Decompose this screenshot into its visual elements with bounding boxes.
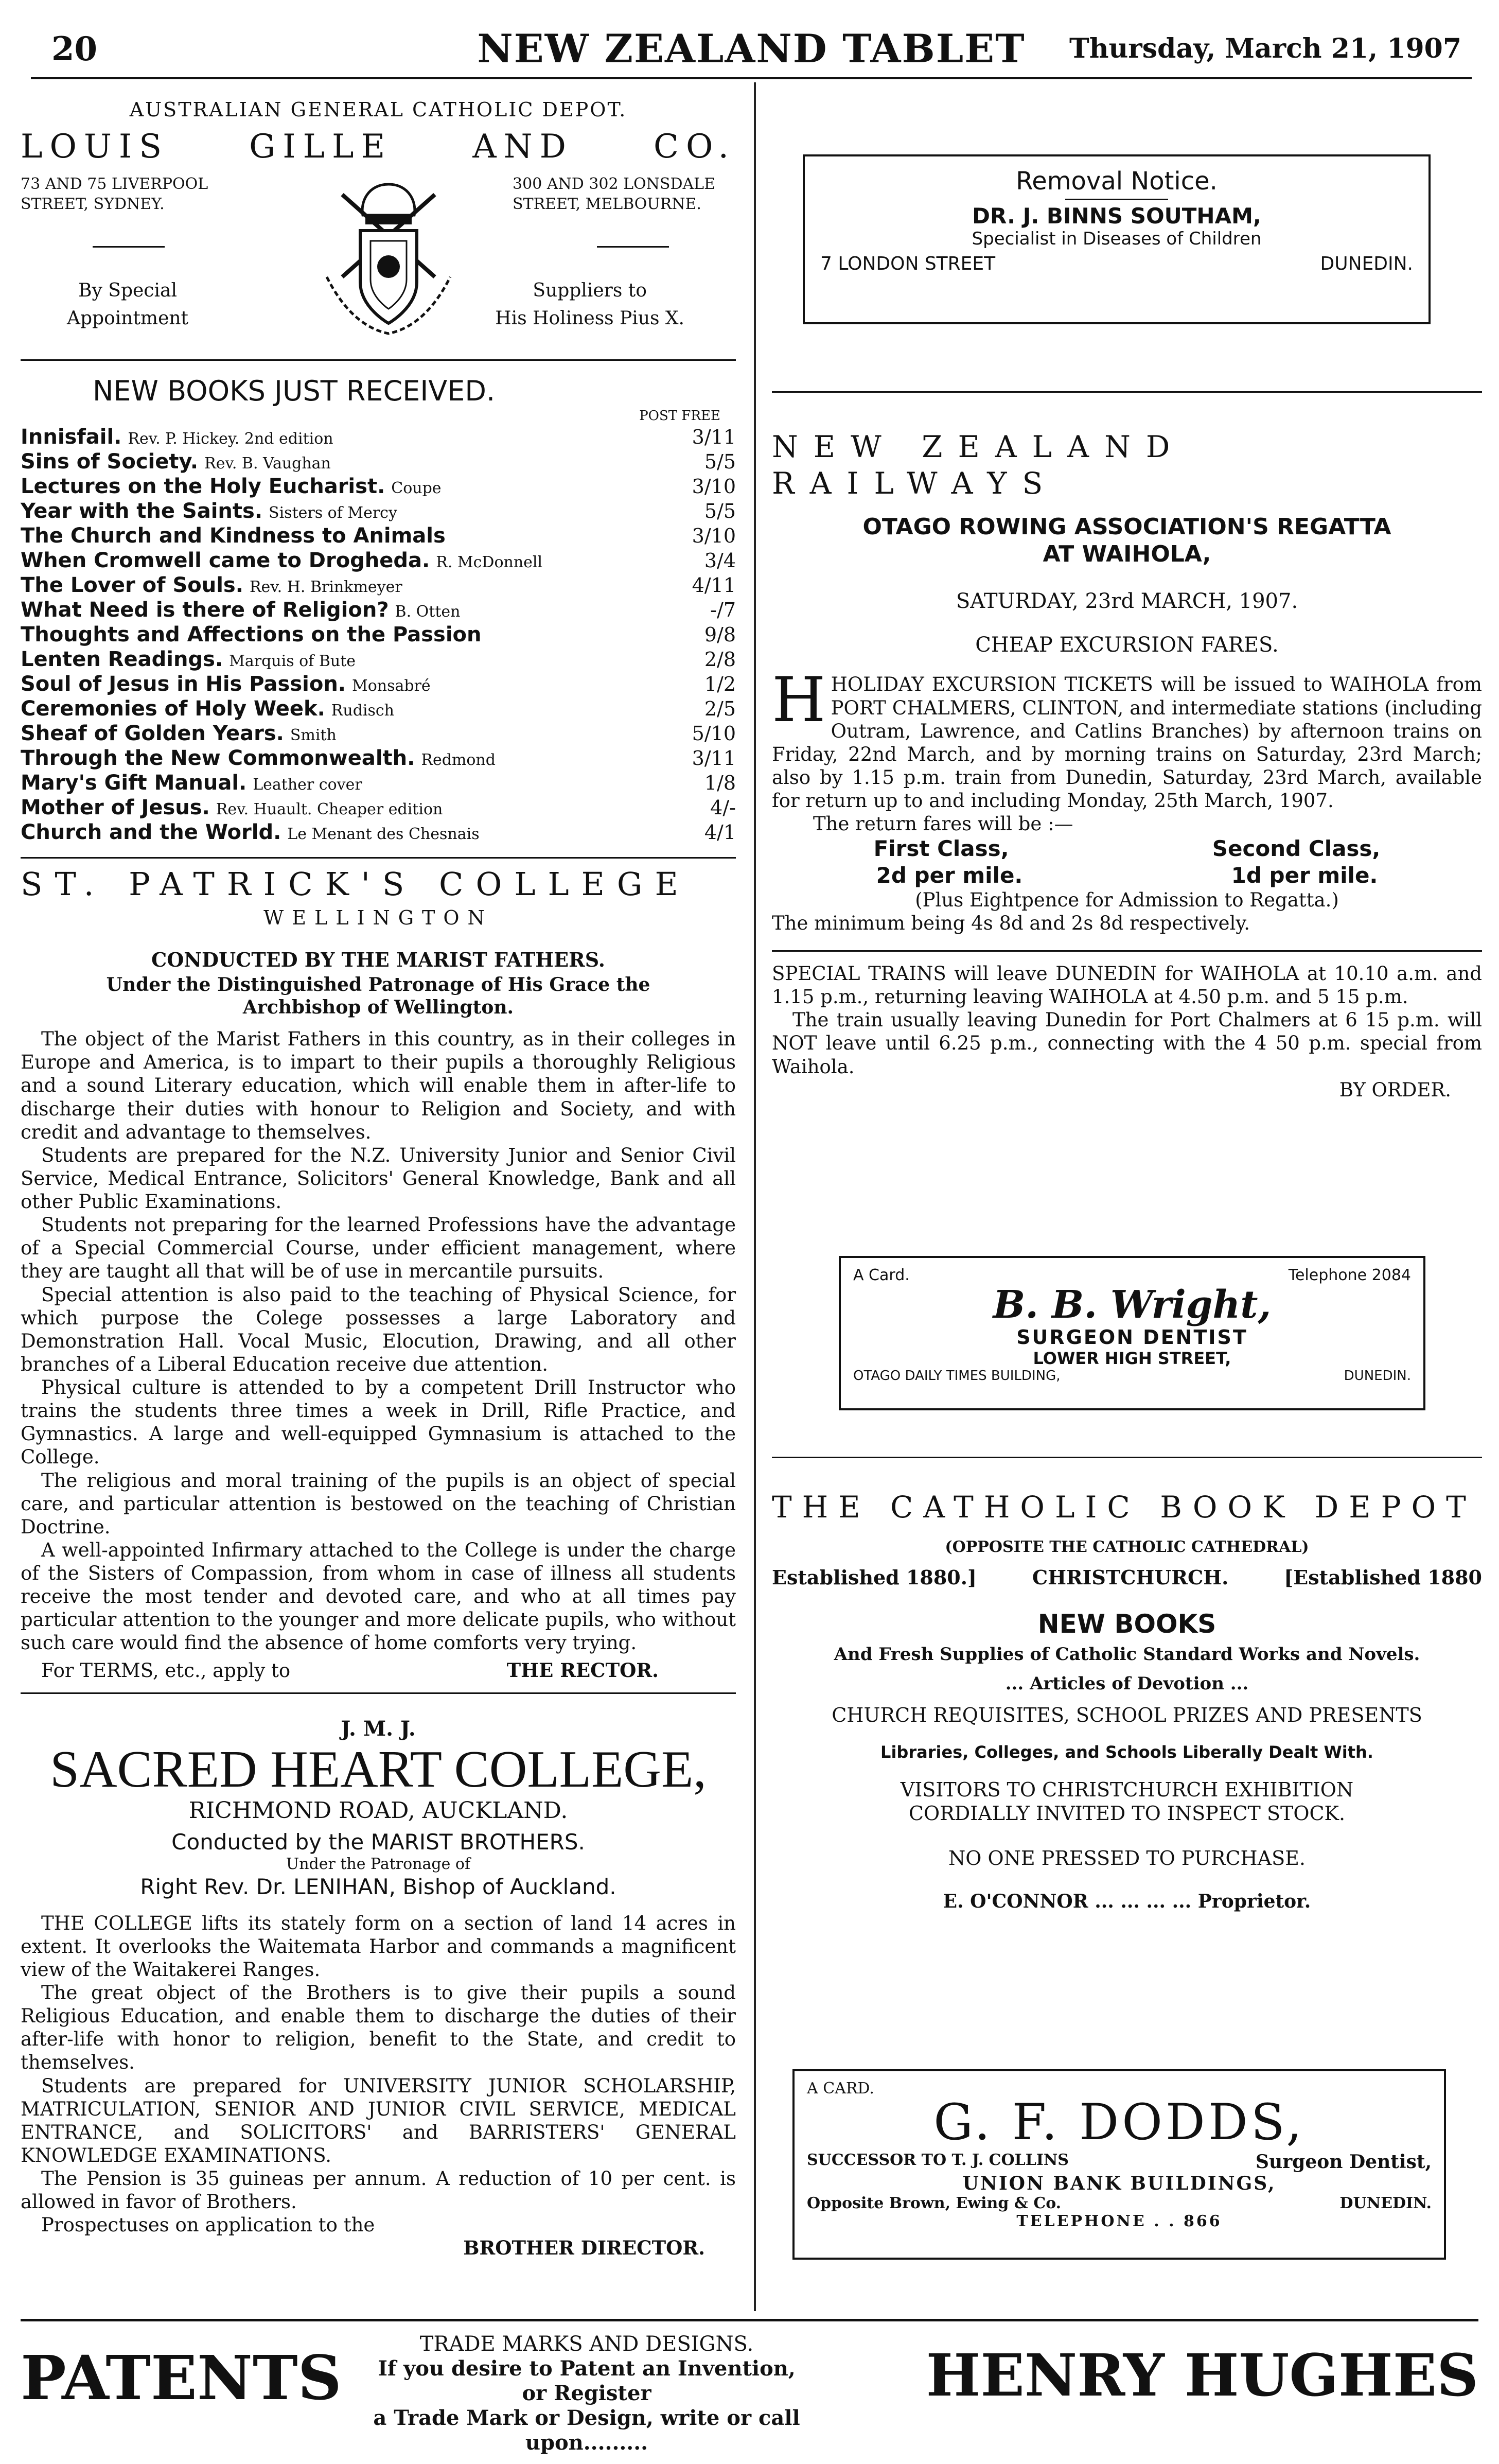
st-patricks-title: ST. PATRICK'S COLLEGE xyxy=(21,865,691,903)
book-title: Innisfail. xyxy=(21,425,122,449)
regatta-admission: (Plus Eightpence for Admission to Regatta.) xyxy=(915,888,1339,911)
sacred-heart-advert xyxy=(21,1717,736,2260)
gille-name xyxy=(21,127,736,167)
patent-line-3: a Trade Mark or Design, write or call upon......... xyxy=(373,2406,800,2455)
dodds-city: DUNEDIN. xyxy=(1339,2194,1432,2212)
by-order: BY ORDER. xyxy=(1339,1078,1451,1101)
book-row xyxy=(21,523,736,548)
henry-hughes: HENRY HUGHES xyxy=(926,2342,1478,2409)
wright-street: LOWER HIGH STREET, xyxy=(1033,1349,1231,1369)
book-title: Soul of Jesus in His Passion. xyxy=(21,672,346,696)
post-free-label: POST FREE xyxy=(639,408,720,424)
book-depot-title: THE CATHOLIC BOOK DEPOT xyxy=(772,1490,1476,1525)
book-title: Ceremonies of Holy Week. xyxy=(21,697,325,721)
book-price: 5/10 xyxy=(692,722,736,745)
book-depot-fresh: And Fresh Supplies of Catholic Standard Works and Novels. xyxy=(834,1644,1420,1665)
removal-address: 7 LONDON STREET xyxy=(820,253,996,274)
book-row xyxy=(21,795,736,820)
gille-sydney-address: 73 AND 75 LIVERPOOL STREET, SYDNEY. xyxy=(21,175,208,214)
sacred-heart-road: RICHMOND ROAD, AUCKLAND. xyxy=(188,1797,568,1824)
book-price: 3/10 xyxy=(692,475,736,498)
dodds-title: Surgeon Dentist, xyxy=(1256,2151,1432,2173)
removal-specialty: Specialist in Diseases of Children xyxy=(972,229,1262,249)
page-number: 20 xyxy=(51,30,98,68)
papal-crest-icon xyxy=(311,174,466,344)
fares-title: CHEAP EXCURSION FARES. xyxy=(975,633,1279,657)
book-author: R. McDonnell xyxy=(436,553,543,572)
regatta-line-2: AT WAIHOLA, xyxy=(1043,541,1211,568)
dodds-successor: SUCCESSOR TO T. J. COLLINS xyxy=(807,2151,1069,2169)
patents-word: PATENTS xyxy=(21,2342,342,2414)
paragraph: Physical culture is attended to by a competent Drill Instructor who trains the students three times a week in Drill, Rifle Practice, and Gymnastics. A large and well-equipped Gymnasium is attached to the College. xyxy=(21,1376,736,1469)
removal-doctor: DR. J. BINNS SOUTHAM, xyxy=(972,203,1261,229)
book-author: Marquis of Bute xyxy=(229,652,356,671)
book-title: When Cromwell came to Drogheda. xyxy=(21,549,430,573)
book-author: Monsabré xyxy=(352,677,431,695)
sacred-heart-title: SACRED HEART COLLEGE, xyxy=(50,1740,707,1798)
book-author: Rev. B. Vaughan xyxy=(204,455,331,473)
wright-card-label: A Card. xyxy=(853,1266,910,1284)
paragraph: Prospectuses on application to the xyxy=(41,2214,375,2236)
wright-name: B. B. Wright, xyxy=(993,1283,1272,1327)
dodds-opposite: Opposite Brown, Ewing & Co. xyxy=(807,2194,1062,2212)
st-patricks-conducted: CONDUCTED BY THE MARIST FATHERS. xyxy=(151,948,606,971)
book-price: 9/8 xyxy=(704,623,736,646)
book-row xyxy=(21,647,736,672)
book-price: -/7 xyxy=(710,599,736,622)
gille-appointment: By Special Appointment xyxy=(67,280,189,329)
paragraph: The Pension is 35 guineas per annum. A reduction of 10 per cent. is allowed in favor of Brothers. xyxy=(21,2168,736,2213)
books-heading: NEW BOOKS JUST RECEIVED. xyxy=(93,375,496,408)
book-title: Mary's Gift Manual. xyxy=(21,771,247,795)
paper-title: NEW ZEALAND TABLET xyxy=(477,26,1026,72)
paragraph: Students are prepared for the N.Z. University Junior and Senior Civil Service, Medical Entrance, Solicitors' General Knowledge, Bank and all other Public Examinations. xyxy=(21,1144,736,1213)
book-row xyxy=(21,598,736,622)
removal-title: Removal Notice. xyxy=(1016,167,1218,196)
gille-name-2: GILLE xyxy=(249,128,393,166)
st-patricks-patronage: Under the Distinguished Patronage of His Grace the Archbishop of Wellington. xyxy=(106,974,650,1019)
patents-footer xyxy=(21,2319,1478,2455)
book-title: The Church and Kindness to Animals xyxy=(21,524,446,548)
sacred-heart-conducted: Conducted by the MARIST BROTHERS. xyxy=(171,1829,585,1855)
railways-advert xyxy=(772,391,1482,1174)
railways-para-2: SPECIAL TRAINS will leave DUNEDIN for WAIHOLA at 10.10 a.m. and 1.15 p.m., returning leaving WAIHOLA at 4.50 p.m. and 5 15 p.m. xyxy=(772,963,1482,1008)
paragraph: The great object of the Brothers is to give their pupils a sound Religious Education, and enable them to discharge the duties of their after-life with honor to religion, benefit to the State, and credit to themselves. xyxy=(21,1982,736,2074)
book-title: Lenten Readings. xyxy=(21,648,223,672)
dodds-phone: TELEPHONE . . 866 xyxy=(1016,2212,1222,2230)
book-row xyxy=(21,820,736,845)
st-patricks-body xyxy=(21,1027,736,1654)
book-depot-new-books: NEW BOOKS xyxy=(1037,1609,1216,1639)
wright-city: DUNEDIN. xyxy=(1344,1368,1411,1384)
sacred-heart-under: Under the Patronage of xyxy=(286,1855,471,1873)
sacred-heart-bishop: Right Rev. Dr. LENIHAN, Bishop of Auckland. xyxy=(140,1874,616,1900)
book-title: Sins of Society. xyxy=(21,450,199,474)
book-row xyxy=(21,771,736,795)
railways-para-1: HHOLIDAY EXCURSION TICKETS will be issued to WAIHOLA from PORT CHALMERS, CLINTON, and intermediate stations (including Outram, Lawrence, and Catlins Branches) by afternoon trains on Friday, 22nd March, and by morning trains on Saturday, 23rd March; also by 1.15 p.m. train from Dunedin, Saturday, 23rd March, available for return up to and including Monday, 25th March, 1907. xyxy=(772,665,1482,812)
book-title: Through the New Commonwealth. xyxy=(21,746,415,771)
book-depot-invited: CORDIALLY INVITED TO INSPECT STOCK. xyxy=(908,1802,1346,1825)
book-row xyxy=(21,548,736,573)
book-price: 4/- xyxy=(710,796,736,819)
book-depot-advert xyxy=(772,1457,1482,1913)
gille-suppliers: Suppliers to His Holiness Pius X. xyxy=(495,280,684,329)
book-depot-opposite: (OPPOSITE THE CATHOLIC CATHEDRAL) xyxy=(945,1537,1309,1556)
book-price: 3/11 xyxy=(692,426,736,449)
book-title: Year with the Saints. xyxy=(21,499,263,523)
book-row xyxy=(21,672,736,696)
book-author: Smith xyxy=(290,726,337,745)
dodds-name: G. F. DODDS, xyxy=(933,2093,1305,2151)
book-price: 3/11 xyxy=(692,747,736,770)
book-author: Sisters of Mercy xyxy=(269,504,397,522)
book-price: 4/11 xyxy=(692,574,736,597)
dodds-building: UNION BANK BUILDINGS, xyxy=(962,2173,1276,2194)
book-row xyxy=(21,721,736,746)
jmj: J. M. J. xyxy=(341,1717,416,1741)
book-title: Thoughts and Affections on the Passion xyxy=(21,623,482,647)
book-row xyxy=(21,573,736,598)
book-title: Sheaf of Golden Years. xyxy=(21,722,284,746)
sacred-heart-body xyxy=(21,1912,736,2237)
first-class-fare: 2d per mile. xyxy=(876,862,1023,888)
book-title: Church and the World. xyxy=(21,820,281,845)
book-row xyxy=(21,449,736,474)
book-title: Lectures on the Holy Eucharist. xyxy=(21,475,385,499)
book-list xyxy=(21,425,736,845)
minimum-fare: The minimum being 4s 8d and 2s 8d respectively. xyxy=(772,912,1250,934)
removal-notice xyxy=(803,154,1431,324)
wright-title: SURGEON DENTIST xyxy=(1016,1326,1248,1349)
column-divider xyxy=(754,82,756,2311)
book-depot-est-left: Established 1880.] xyxy=(772,1566,977,1589)
trade-marks-line: TRADE MARKS AND DESIGNS. xyxy=(419,2332,754,2356)
regatta-line-1: OTAGO ROWING ASSOCIATION'S REGATTA xyxy=(862,513,1391,540)
book-depot-libraries: Libraries, Colleges, and Schools Liberally Dealt With. xyxy=(880,1742,1373,1762)
wright-building: OTAGO DAILY TIMES BUILDING, xyxy=(853,1368,1061,1384)
book-author: Le Menant des Chesnais xyxy=(287,825,480,844)
paragraph: Students are prepared for UNIVERSITY JUNIOR SCHOLARSHIP, MATRICULATION, SENIOR AND JUNIOR CIVIL SERVICE, MEDICAL ENTRANCE, and SOLICITORS' and BARRISTERS' GENERAL KNOWLEDGE EXAMINATIONS. xyxy=(21,2074,736,2166)
st-patricks-subtitle: WELLINGTON xyxy=(263,906,493,929)
gille-melbourne-address: 300 AND 302 LONSDALE STREET, MELBOURNE. xyxy=(513,175,715,214)
book-row xyxy=(21,622,736,647)
wright-card xyxy=(839,1256,1425,1410)
patent-line-2: If you desire to Patent an Invention, or Register xyxy=(378,2356,796,2405)
book-title: The Lover of Souls. xyxy=(21,573,243,598)
book-author: Coupe xyxy=(391,479,442,498)
book-price: 1/8 xyxy=(704,772,736,795)
book-row xyxy=(21,425,736,449)
gille-name-3: AND xyxy=(472,128,573,166)
book-author: Rudisch xyxy=(331,702,395,720)
st-patricks-terms: For TERMS, etc., apply to THE RECTOR. xyxy=(41,1658,659,1682)
return-fares: The return fares will be :— xyxy=(813,813,1073,835)
book-row xyxy=(21,474,736,499)
book-depot-owner: E. O'CONNOR ... ... ... ... Proprietor. xyxy=(943,1891,1311,1913)
gille-kicker: AUSTRALIAN GENERAL CATHOLIC DEPOT. xyxy=(129,98,627,121)
book-author: Rev. H. Brinkmeyer xyxy=(249,578,402,597)
regatta-date: SATURDAY, 23rd MARCH, 1907. xyxy=(956,589,1298,613)
book-author: Redmond xyxy=(421,751,496,770)
gille-name-4: CO. xyxy=(653,128,736,166)
book-price: 5/5 xyxy=(704,450,736,474)
book-price: 2/8 xyxy=(704,648,736,671)
second-class-fare: 1d per mile. xyxy=(1231,862,1378,888)
removal-city: DUNEDIN. xyxy=(1320,253,1413,274)
paragraph: The object of the Marist Fathers in this country, as in their colleges in Europe and America, is to impart to their pupils a thoroughly Religious and a sound Literary education, which will enable them in after-life to discharge their duties with honour to Religion and Society, and with credit and advantage to themselves. xyxy=(21,1028,736,1143)
book-price: 4/1 xyxy=(704,821,736,844)
book-depot-city: CHRISTCHURCH. xyxy=(1032,1566,1229,1589)
gille-advert xyxy=(21,98,736,859)
book-price: 3/4 xyxy=(704,549,736,572)
page-header xyxy=(31,21,1472,79)
paragraph: Special attention is also paid to the teaching of Physical Science, for which purpose the Colege possesses a large Laboratory and Demonstration Hall. Vocal Music, Elocution, Drawing, and all other branches of a Liberal Education receive due attention. xyxy=(21,1283,736,1375)
book-row xyxy=(21,696,736,721)
dodds-card xyxy=(792,2069,1446,2260)
book-row xyxy=(21,746,736,771)
book-price: 3/10 xyxy=(692,525,736,548)
book-price: 5/5 xyxy=(704,500,736,523)
paragraph: THE COLLEGE lifts its stately form on a section of land 14 acres in extent. It overlooks the Waitemata Harbor and commands a magnificent view of the Waitakerei Ranges. xyxy=(21,1912,736,1981)
book-title: Mother of Jesus. xyxy=(21,796,210,820)
railways-title: NEW ZEALAND RAILWAYS xyxy=(772,429,1186,501)
book-price: 1/2 xyxy=(704,673,736,696)
book-depot-no-one: NO ONE PRESSED TO PURCHASE. xyxy=(948,1846,1306,1869)
dodds-card-label: A CARD. xyxy=(807,2079,874,2098)
paragraph: A well-appointed Infirmary attached to the College is under the charge of the Sisters of Compassion, from whom in case of illness all students receive the most tender and devoted care, and who at all times pay particular attention to the younger and more delicate pupils, who without such care would find the absence of home comforts very trying. xyxy=(21,1539,736,1654)
book-author: Rev. Huault. Cheaper edition xyxy=(216,800,443,819)
first-class-label: First Class, xyxy=(873,836,1009,862)
book-price: 2/5 xyxy=(704,697,736,721)
wright-phone: Telephone 2084 xyxy=(1288,1266,1411,1284)
issue-date: Thursday, March 21, 1907 xyxy=(1069,33,1461,64)
book-author: Leather cover xyxy=(253,776,362,794)
book-row xyxy=(21,499,736,523)
st-patricks-advert xyxy=(21,865,736,1694)
book-depot-articles: ... Articles of Devotion ... xyxy=(1005,1673,1249,1694)
second-class-label: Second Class, xyxy=(1212,836,1381,862)
book-title: What Need is there of Religion? xyxy=(21,598,389,622)
paragraph: Students not preparing for the learned Professions have the advantage of a Special Commercial Course, under efficient management, where they are taught all that will be of use in mercantile pursuits. xyxy=(21,1214,736,1283)
book-author: B. Otten xyxy=(395,603,461,621)
paragraph: The religious and moral training of the pupils is an object of special care, and particular attention is bestowed on the teaching of Christian Doctrine. xyxy=(21,1469,736,1538)
book-author: Rev. P. Hickey. 2nd edition xyxy=(128,430,333,448)
railways-para-3: The train usually leaving Dunedin for Port Chalmers at 6 15 p.m. will NOT leave until 6.25 p.m., connecting with the 4 50 p.m. special from Waihola. xyxy=(772,1009,1482,1078)
gille-name-1: LOUIS xyxy=(21,128,169,166)
book-depot-requisites: CHURCH REQUISITES, SCHOOL PRIZES AND PRESENTS xyxy=(832,1703,1422,1726)
book-depot-visitors: VISITORS TO CHRISTCHURCH EXHIBITION xyxy=(900,1778,1354,1802)
book-depot-est-right: [Established 1880 xyxy=(1284,1566,1482,1589)
brother-director: BROTHER DIRECTOR. xyxy=(463,2236,705,2260)
